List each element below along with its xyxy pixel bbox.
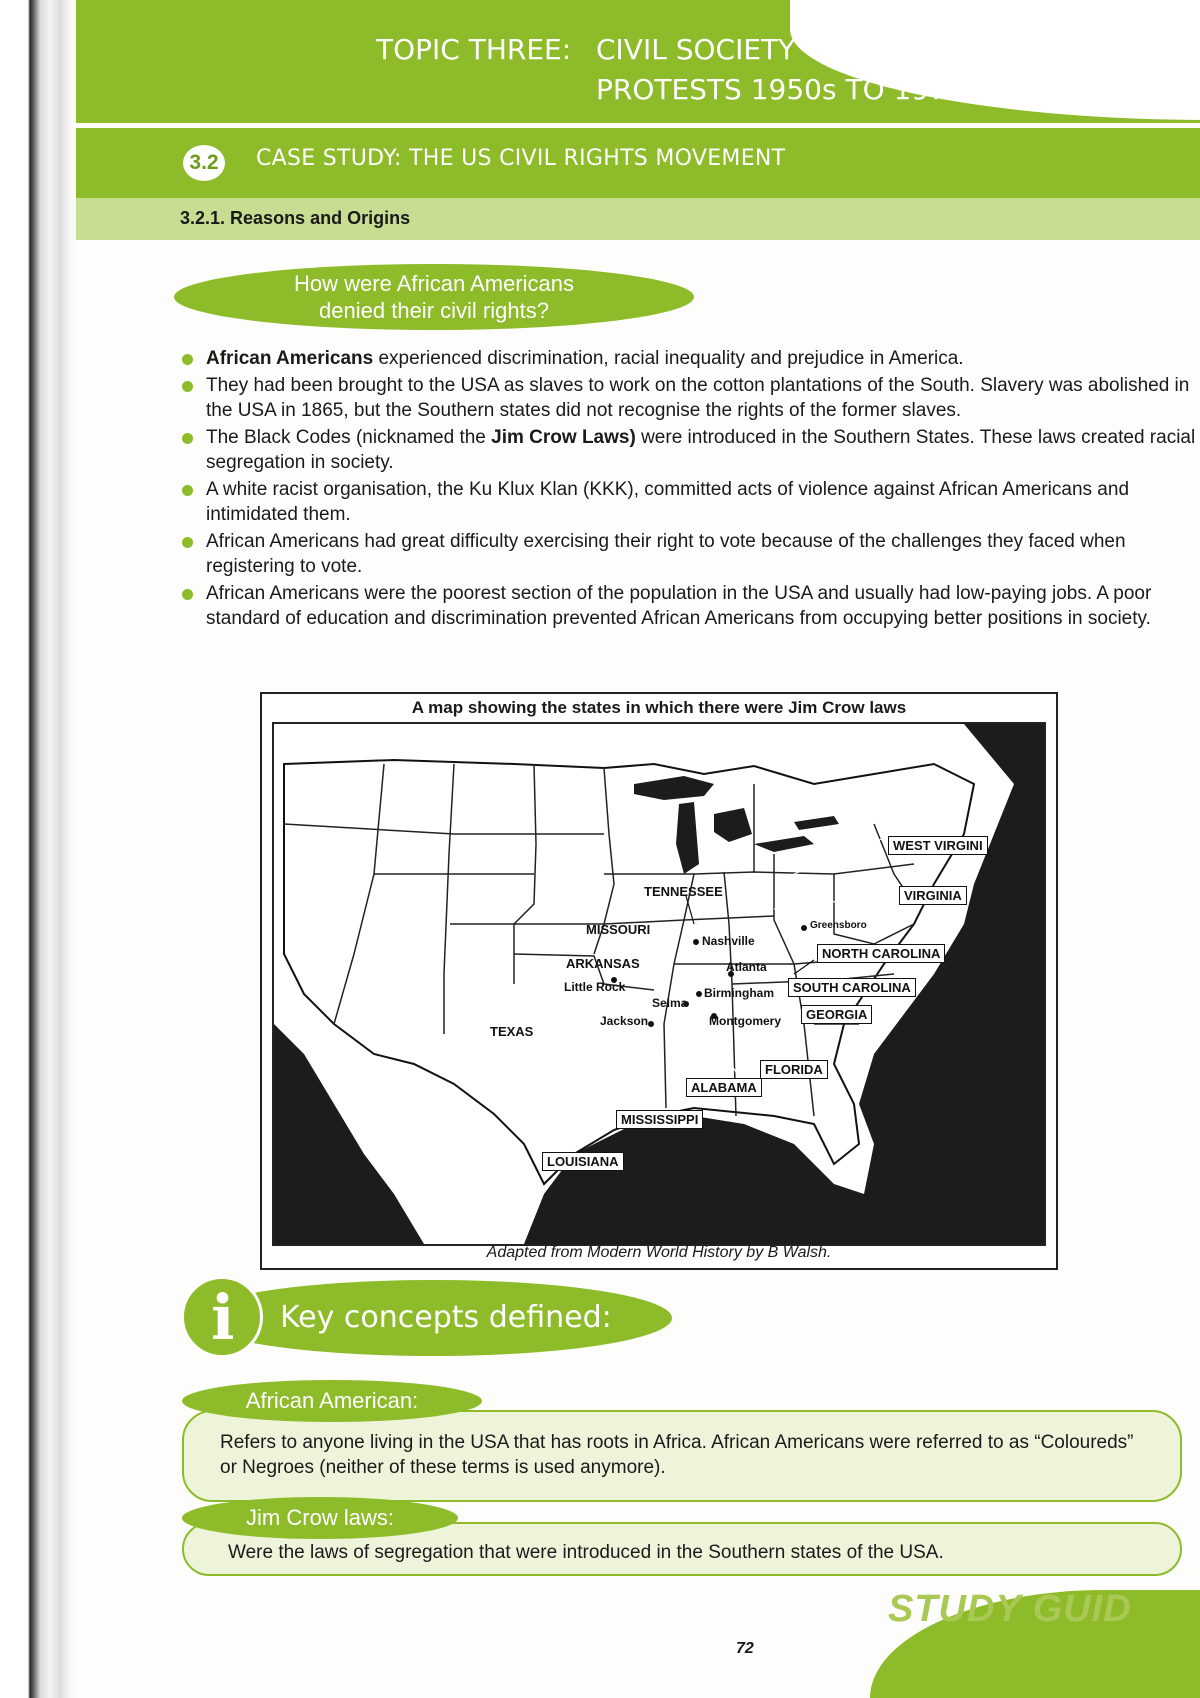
bullet-text: African Americans had great difficulty exercising their right to vote because of the challenges they faced when registering to vote. [206,531,1126,577]
bullet-item [180,581,1200,631]
concept-definition-box [182,1410,1182,1502]
map-label-texas: TEXAS [490,1024,534,1039]
bullet-bold-text: Jim Crow Laws) [491,427,636,448]
topic-line-2: PROTESTS 1950s TO 1970s [596,73,980,106]
topic-title [376,30,979,110]
subsection-band [76,198,1200,240]
map-label-georgia: GEORGIA [801,1005,872,1024]
bullet-text: A white racist organisation, the Ku Klux Klan (KKK), committed acts of violence against African Americans and intimidated them. [206,479,1130,525]
map-city-montgomery: Montgomery [709,1014,781,1028]
map-label-mississippi: MISSISSIPPI [616,1110,703,1129]
topic-line-1: CIVIL SOCIETY [596,33,796,66]
map-label-west-virginia: WEST VIRGINI [888,836,988,855]
map-city-greensboro: Greensboro [810,920,867,931]
section-number-badge: 3.2 [183,145,225,181]
concept-definition-text: Were the laws of segregation that were introduced in the Southern states of the USA. [228,1542,944,1563]
map-label-north-carolina: NORTH CAROLINA [817,944,945,963]
section-band [76,128,1200,198]
bullet-item [180,529,1200,579]
map-city-selma: Selma [652,996,688,1010]
map-city-atlanta: Atlanta [726,960,767,974]
bullet-item [180,477,1200,527]
bullet-dot-icon [182,537,193,548]
question-heading [174,264,694,330]
subsection-title: 3.2.1. Reasons and Origins [180,208,411,228]
concept-definition-text: Refers to anyone living in the USA that has roots in Africa. African Americans were referred to as “Coloureds” or Negroes (neither of these terms is used anymore). [220,1432,1134,1478]
us-map-illustration [274,724,1044,1244]
bullet-text-prefix: The Black Codes (nicknamed the [206,427,492,448]
map-city-little-rock: Little Rock [564,980,626,994]
map-city-birmingham: Birmingham [704,986,775,1000]
bullet-item [180,346,1200,371]
book-binding-edge [0,0,78,1698]
bullet-dot-icon [182,433,193,444]
map-label-south-carolina: SOUTH CAROLINA [788,978,916,997]
textbook-page [76,0,1200,1698]
bullet-list [180,346,1200,633]
page-number: 72 [736,1640,754,1657]
map-label-florida: FLORIDA [760,1060,828,1079]
concept-term-tag: African American: [182,1380,482,1422]
map-city-nashville: Nashville [702,934,755,948]
map-label-alabama: ALABAMA [686,1078,762,1097]
map-label-virginia: VIRGINIA [899,886,967,905]
map-image [272,722,1046,1246]
question-line-1: How were African Americans [294,271,574,296]
key-concepts-title: Key concepts defined: [280,1300,612,1335]
map-figure [260,692,1058,1270]
bullet-text: They had been brought to the USA as slaves to work on the cotton plantations of the South. Slavery was abolished in the USA in 1865, but the Southern states did not recognise the rights of the former slaves. [206,375,1190,421]
bullet-item [180,373,1200,423]
map-caption: Adapted from Modern World History by B Walsh. [486,1244,832,1261]
bullet-dot-icon [182,485,193,496]
map-label-tennessee: TENNESSEE [644,884,723,899]
bullet-text: African Americans were the poorest section of the population in the USA and usually had low-paying jobs. A poor standard of education and discrimination prevented African Americans from occupying better positions in society. [206,583,1152,629]
question-line-2: denied their civil rights? [319,298,549,323]
concept-term-tag: Jim Crow laws: [182,1497,458,1539]
map-label-missouri: MISSOURI [586,922,651,937]
map-label-louisiana: LOUISIANA [542,1152,624,1171]
section-title: CASE STUDY: THE US CIVIL RIGHTS MOVEMENT [256,146,786,171]
map-city-jackson: Jackson [600,1014,649,1028]
info-icon: i [211,1281,235,1354]
bullet-text: experienced discrimination, racial inequality and prejudice in America. [373,348,964,369]
footer-brand: STUDY GUID [888,1588,1132,1630]
bullet-text: were introduced in the Southern States. These laws created racial segregation in society. [206,427,1196,473]
map-title: A map showing the states in which there were Jim Crow laws [411,698,907,717]
bullet-dot-icon [182,381,193,392]
bullet-dot-icon [182,354,193,365]
map-label-arkansas: ARKANSAS [566,956,640,971]
bullet-item [180,425,1200,475]
bullet-bold-text: African Americans [206,348,374,369]
bullet-dot-icon [182,589,193,600]
topic-label: TOPIC THREE: [376,33,572,66]
